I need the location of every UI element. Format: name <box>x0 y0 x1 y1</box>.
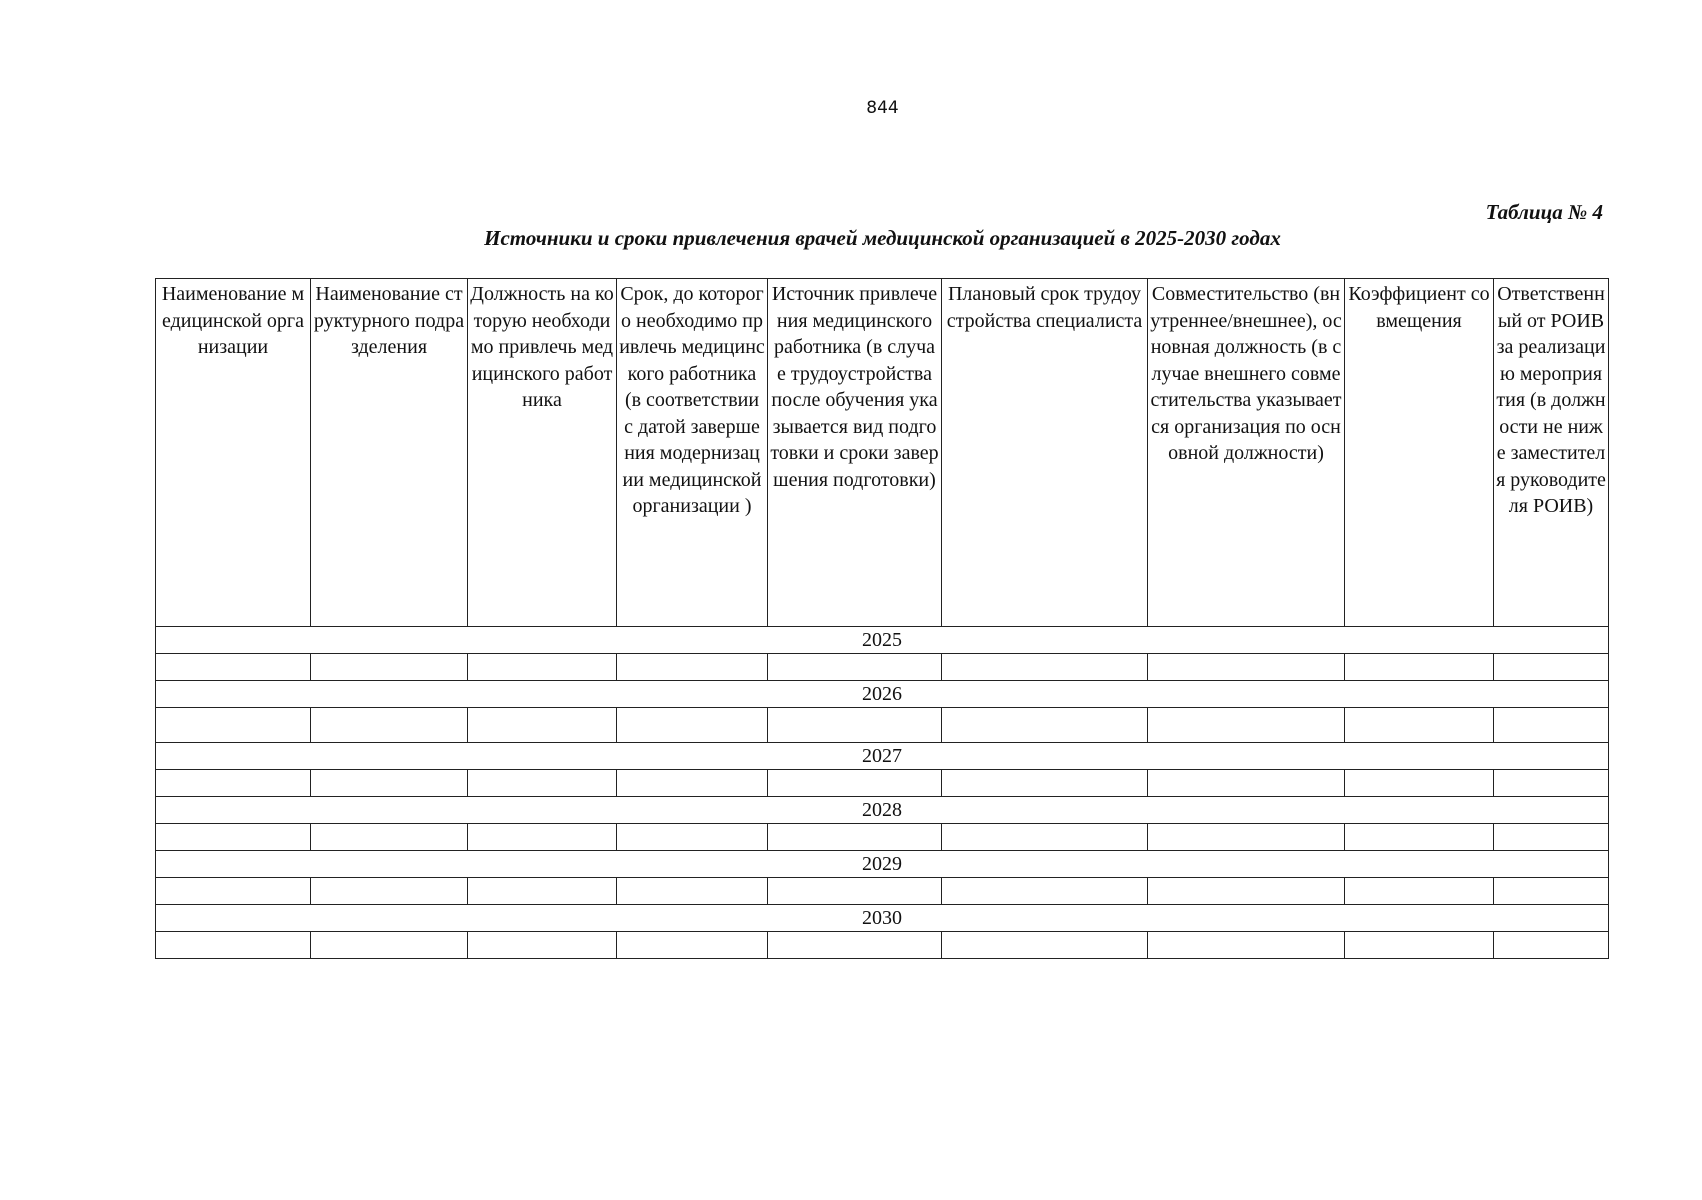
column-header: Ответственный от РОИВ за реализацию мероприятия (в должности не ниже заместителя руководителя РОИВ) <box>1494 279 1609 627</box>
table-cell <box>1148 932 1345 959</box>
year-row <box>156 851 1609 878</box>
table-cell <box>768 708 942 743</box>
table-cell <box>942 708 1148 743</box>
table-cell <box>1494 770 1609 797</box>
table-cell <box>617 654 768 681</box>
table-cell <box>311 770 468 797</box>
year-label: 2029 <box>156 851 1609 878</box>
table-cell <box>617 824 768 851</box>
table-cell <box>942 932 1148 959</box>
year-row <box>156 797 1609 824</box>
table-cell <box>617 878 768 905</box>
table-cell <box>942 770 1148 797</box>
column-header: Источник привлечения медицинского работника (в случае трудоустройства после обучения указывается вид подготовки и сроки завершения подготовки) <box>768 279 942 627</box>
column-header: Коэффициент совмещения <box>1345 279 1494 627</box>
table-cell <box>617 708 768 743</box>
year-row <box>156 743 1609 770</box>
table-row <box>156 654 1609 681</box>
table-cell <box>1148 708 1345 743</box>
table-cell <box>1345 770 1494 797</box>
column-header: Плановый срок трудоустройства специалиста <box>942 279 1148 627</box>
year-row <box>156 905 1609 932</box>
table-row <box>156 878 1609 905</box>
year-label: 2025 <box>156 627 1609 654</box>
table-cell <box>156 932 311 959</box>
table-cell <box>768 824 942 851</box>
table-cell <box>311 824 468 851</box>
table-cell <box>156 824 311 851</box>
table-cell <box>468 878 617 905</box>
year-row <box>156 681 1609 708</box>
table-cell <box>468 708 617 743</box>
table-cell <box>768 770 942 797</box>
table-number: Таблица № 4 <box>1485 200 1603 224</box>
table-cell <box>1345 654 1494 681</box>
table-cell <box>156 770 311 797</box>
table-row <box>156 932 1609 959</box>
year-label: 2026 <box>156 681 1609 708</box>
table-cell <box>617 932 768 959</box>
table-cell <box>1148 824 1345 851</box>
table-cell <box>468 824 617 851</box>
page-number: 844 <box>866 98 899 118</box>
table-cell <box>1345 878 1494 905</box>
table-cell <box>942 878 1148 905</box>
table-cell <box>768 654 942 681</box>
column-header: Должность на которую необходимо привлечь медицинского работника <box>468 279 617 627</box>
table-cell <box>1148 654 1345 681</box>
column-header: Наименование структурного подразделения <box>311 279 468 627</box>
table-cell <box>617 770 768 797</box>
table-cell <box>1494 708 1609 743</box>
table-cell <box>1345 824 1494 851</box>
table-row <box>156 708 1609 743</box>
table-cell <box>768 878 942 905</box>
table-cell <box>156 878 311 905</box>
table-cell <box>1148 878 1345 905</box>
table-cell <box>1148 770 1345 797</box>
year-label: 2030 <box>156 905 1609 932</box>
column-header: Совместительство (внутреннее/внешнее), основная должность (в случае внешнего совместительства указывается организация по основной должности) <box>1148 279 1345 627</box>
table-row <box>156 770 1609 797</box>
table-row <box>156 824 1609 851</box>
table-cell <box>156 708 311 743</box>
table-cell <box>1345 708 1494 743</box>
table-cell <box>1494 654 1609 681</box>
header-row <box>156 279 1609 627</box>
year-row <box>156 627 1609 654</box>
table-cell <box>1494 824 1609 851</box>
table-cell <box>468 770 617 797</box>
table-cell <box>468 654 617 681</box>
table-cell <box>1494 878 1609 905</box>
table-cell <box>311 878 468 905</box>
table-cell <box>468 932 617 959</box>
table-title: Источники и сроки привлечения врачей медицинской организацией в 2025-2030 годах <box>484 226 1281 250</box>
column-header: Срок, до которого необходимо привлечь медицинского работника (в соответствии с датой завершения модернизации медицинской организации ) <box>617 279 768 627</box>
year-label: 2027 <box>156 743 1609 770</box>
table-cell <box>156 654 311 681</box>
table-cell <box>311 708 468 743</box>
column-header: Наименование медицинской организации <box>156 279 311 627</box>
table-cell <box>942 654 1148 681</box>
table-cell <box>311 654 468 681</box>
year-label: 2028 <box>156 797 1609 824</box>
staffing-table <box>155 278 1609 959</box>
table-cell <box>311 932 468 959</box>
table-cell <box>768 932 942 959</box>
table-cell <box>1345 932 1494 959</box>
table-cell <box>1494 932 1609 959</box>
table-cell <box>942 824 1148 851</box>
